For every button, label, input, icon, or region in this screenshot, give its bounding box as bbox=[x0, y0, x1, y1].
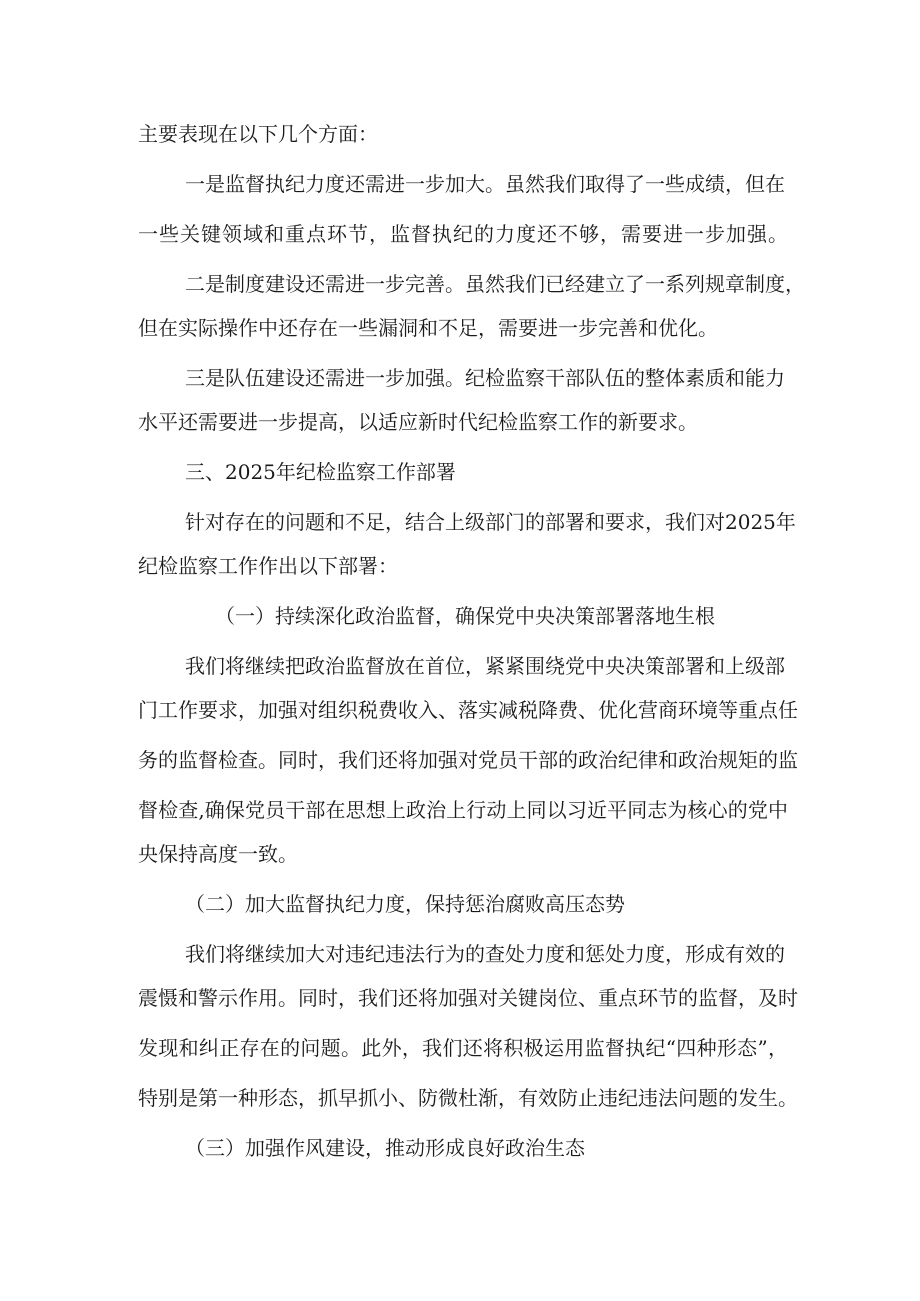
text-line: 务的监督检查。同时，我们还将加强对党员干部的政治纪律和政治规矩的监 bbox=[138, 748, 798, 772]
text-line: 震慑和警示作用。同时，我们还将加强对关键岗位、重点环节的监督，及时 bbox=[138, 986, 798, 1010]
text-line: 但在实际操作中还存在一些漏洞和不足，需要进一步完善和优化。 bbox=[138, 316, 718, 340]
text-line: 一些关键领域和重点环节，监督执纪的力度还不够，需要进一步加强。 bbox=[138, 222, 788, 246]
text-line: 三是队伍建设还需进一步加强。纪检监察干部队伍的整体素质和能力 bbox=[185, 366, 785, 390]
text-line: 一是监督执纪力度还需进一步加大。虽然我们取得了一些成绩，但在 bbox=[185, 172, 785, 196]
subsection-heading: （三）加强作风建设，推动形成良好政治生态 bbox=[185, 1136, 585, 1160]
text-line: 我们将继续加大对违纪违法行为的查处力度和惩处力度，形成有效的 bbox=[185, 942, 785, 966]
section-heading: 三、2025年纪检监察工作部署 bbox=[185, 460, 456, 484]
text-line: 主要表现在以下几个方面： bbox=[138, 122, 378, 146]
text-line: 特别是第一种形态，抓早抓小、防微杜渐，有效防止违纪违法问题的发生。 bbox=[138, 1086, 798, 1110]
text-line: 水平还需要进一步提高，以适应新时代纪检监察工作的新要求。 bbox=[138, 410, 698, 434]
text-line: 发现和纠正存在的问题。此外，我们还将积极运用监督执纪“四种形态”， bbox=[138, 1036, 788, 1060]
subsection-heading: （二）加大监督执纪力度，保持惩治腐败高压态势 bbox=[185, 892, 625, 916]
text-line: 针对存在的问题和不足，结合上级部门的部署和要求，我们对2025年 bbox=[185, 510, 796, 534]
text-line: 纪检监察工作作出以下部署： bbox=[138, 554, 398, 578]
text-line: 我们将继续把政治监督放在首位，紧紧围绕党中央决策部署和上级部 bbox=[185, 654, 785, 678]
text-line: 央保持高度一致。 bbox=[138, 842, 298, 866]
text-line: 门工作要求，加强对组织税费收入、落实减税降费、优化营商环境等重点任 bbox=[138, 698, 798, 722]
text-line: 督检查,确保党员干部在思想上政治上行动上同以习近平同志为核心的党中 bbox=[138, 798, 788, 822]
subsection-heading: （一）持续深化政治监督，确保党中央决策部署落地生根 bbox=[215, 604, 715, 628]
text-line: 二是制度建设还需进一步完善。虽然我们已经建立了一系列规章制度， bbox=[185, 272, 805, 296]
